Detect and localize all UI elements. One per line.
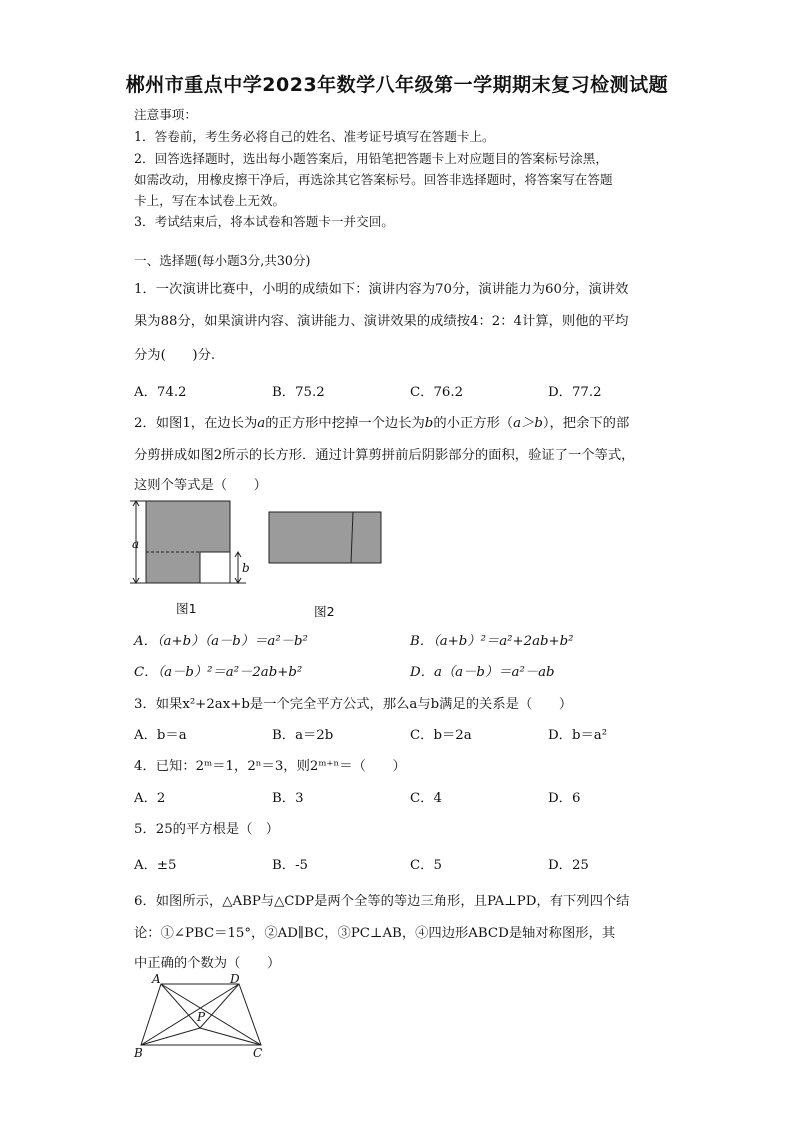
q2-line-3: 这则个等式是（ ） [134, 478, 267, 493]
q5-option-d: D．25 [548, 858, 589, 873]
q1-line-1: 1．一次演讲比赛中，小明的成绩如下：演讲内容为70分，演讲能力为60分，演讲效 [134, 282, 629, 297]
q3-option-d: D．b＝a² [548, 728, 608, 743]
q6-label-b: B [134, 1046, 143, 1060]
q1-line-2: 果为88分，如果演讲内容、演讲能力、演讲效果的成绩按4：2：4计算，则他的平均 [134, 314, 629, 329]
q2-figure-2 [266, 509, 386, 567]
q6-label-c: C [253, 1046, 263, 1060]
q6-label-a: A [152, 972, 161, 986]
q1-option-b: B．75.2 [272, 385, 325, 400]
notice-item-2: 2．回答选择题时，选出每小题答案后，用铅笔把答题卡上对应题目的答案标号涂黑， [134, 151, 608, 166]
q6-line-3: 中正确的个数为（ ） [134, 956, 281, 971]
notice-item-2-cont: 如需改动，用橡皮擦干净后，再选涂其它答案标号。回答非选择题时，将答案写在答题 [134, 172, 613, 187]
q2-option-a: A．（a+b）（a－b）＝a²－b² [134, 634, 308, 649]
q6-line-2: 论：①∠PBC＝15°，②AD∥BC，③PC⊥AB，④四边形ABCD是轴对称图形，其 [134, 926, 616, 941]
q1-line-3: 分为( )分. [134, 348, 216, 363]
notice-item-1: 1．答卷前，考生务必将自己的姓名、准考证号填写在答题卡上。 [134, 129, 495, 144]
q1-option-a: A．74.2 [134, 385, 187, 400]
q2-option-c: C．（a－b）²＝a²－2ab+b² [134, 665, 303, 680]
q2-fig2-caption: 图2 [314, 604, 335, 619]
q2-line-2: 分剪拼成如图2所示的长方形．通过计算剪拼前后阴影部分的面积，验证了一个等式， [134, 448, 635, 463]
q4-option-d: D．6 [548, 791, 581, 806]
q2-var-b: b [424, 416, 434, 431]
q3-option-c: C．b＝2a [410, 728, 472, 743]
q2-var-a: a [257, 416, 266, 431]
q2-line-1-part-3: 的小正方形（ [433, 416, 514, 431]
section-heading: 一、选择题(每小题3分,共30分) [134, 253, 311, 268]
q1-option-d: D．77.2 [548, 385, 602, 400]
q6-line-1: 6．如图所示，△ABP与△CDP是两个全等的等边三角形，且PA⊥PD，有下列四个结 [134, 894, 630, 909]
q1-option-c: C．76.2 [410, 385, 464, 400]
q2-fig1-caption: 图1 [176, 601, 197, 616]
q4-option-c: C．4 [410, 791, 442, 806]
q3-option-a: A．b＝a [134, 728, 187, 743]
q2-condition: a＞b [513, 416, 543, 431]
notice-item-3: 3．考试结束后，将本试卷和答题卡一并交回。 [134, 214, 394, 229]
q2-fig1-label-a: a [132, 537, 140, 551]
page-title: 郴州市重点中学2023年数学八年级第一学期期末复习检测试题 [125, 74, 669, 96]
q3-option-b: B．a＝2b [272, 728, 334, 743]
q5-option-b: B．-5 [272, 858, 309, 873]
q4-option-b: B．3 [272, 791, 304, 806]
q4-option-a: A．2 [134, 791, 166, 806]
q2-line-1 [134, 412, 629, 431]
q2-figure-1 [128, 496, 252, 588]
q5-option-a: A．±5 [134, 858, 177, 873]
q2-option-b: B．（a+b）²＝a²+2ab+b² [410, 634, 574, 649]
q2-fig1-label-b: b [242, 561, 250, 575]
notice-item-2-cont2: 卡上，写在本试卷上无效。 [134, 193, 286, 208]
q2-line-1-part-1: 2．如图1，在边长为 [134, 416, 258, 431]
q4-text: 4．已知：2ᵐ＝1，2ⁿ＝3，则2ᵐ⁺ⁿ＝（ ） [134, 759, 406, 774]
q6-label-p: P [197, 1010, 206, 1024]
notice-heading: 注意事项： [134, 107, 197, 122]
q5-option-c: C．5 [410, 858, 442, 873]
q2-line-1-part-2: 的正方形中挖掉一个边长为 [265, 416, 425, 431]
q2-line-1-part-4: ），把余下的部 [542, 416, 630, 431]
q3-text: 3．如果x²+2ax+b是一个完全平方公式，那么a与b满足的关系是（ ） [134, 697, 573, 712]
q2-option-d: D．a（a－b）＝a²－ab [410, 665, 555, 680]
q5-text: 5．25的平方根是（ ） [134, 822, 280, 837]
q6-label-d: D [230, 972, 240, 986]
